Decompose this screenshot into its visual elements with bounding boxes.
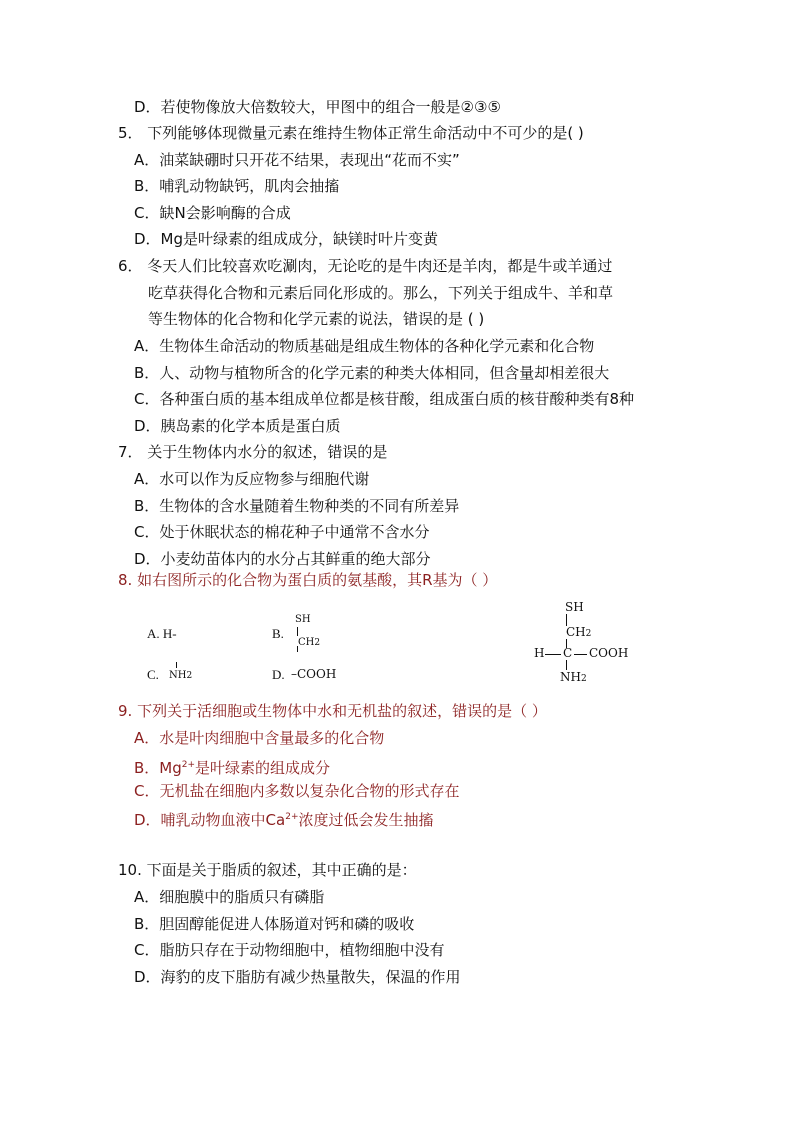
struct-bond-c-cooh xyxy=(574,654,587,655)
q10-stem: 10. 下面是关于脂质的叙述，其中正确的是： xyxy=(118,861,417,879)
struct-cooh: COOH xyxy=(589,646,629,660)
q7-option-d: D．小麦幼苗体内的水分占其鲜重的绝大部分 xyxy=(134,550,431,568)
q7-option-c: C．处于休眠状态的棉花种子中通常不含水分 xyxy=(134,523,430,541)
q6-option-c: C．各种蛋白质的基本组成单位都是核苷酸，组成蛋白质的核苷酸种类有8种 xyxy=(134,390,635,408)
struct-c: C xyxy=(563,646,573,660)
q7-option-a: A．水可以作为反应物参与细胞代谢 xyxy=(134,470,370,488)
q9-option-b: B．$Mg^{2+}$是叶绿素的组成成分 xyxy=(134,759,331,777)
q5-stem: 5． 下列能够体现微量元素在维持生物体正常生命活动中不可少的是( ) xyxy=(118,124,584,142)
q5-option-c: C．缺N会影响酶的合成 xyxy=(134,204,291,222)
q10-option-c: C．脂肪只存在于动物细胞中，植物细胞中没有 xyxy=(134,941,445,959)
q10-option-b: B．胆固醇能促进人体肠道对钙和磷的吸收 xyxy=(134,915,415,933)
struct-ch2: CH2 xyxy=(566,625,592,639)
q6-stem-line-1: 6． 冬天人们比较喜欢吃涮肉，无论吃的是牛肉还是羊肉，都是牛或羊通过 xyxy=(118,257,613,275)
q10-option-d: D．海豹的皮下脂肪有减少热量散失，保温的作用 xyxy=(134,968,461,986)
q8-option-b-bond xyxy=(297,627,298,636)
q6-option-d: D．胰岛素的化学本质是蛋白质 xyxy=(134,417,341,435)
q8-option-d-label: D. xyxy=(272,667,285,682)
q8-option-b-ch2: CH2 xyxy=(298,637,321,648)
struct-bond-h-c xyxy=(545,654,561,655)
q9-option-d: D．哺乳动物血液中$Ca^{2+}$浓度过低会发生抽搐 xyxy=(134,811,434,829)
q6-stem-line-2: 吃草获得化合物和元素后同化形成的。那么，下列关于组成牛、羊和草 xyxy=(148,284,614,302)
q9-stem: 9. 下列关于活细胞或生物体中水和无机盐的叙述，错误的是（ ） xyxy=(118,702,547,720)
q8-stem: 8. 如右图所示的化合物为蛋白质的氨基酸，其R基为（ ） xyxy=(118,571,498,589)
q8-option-b-label: B. xyxy=(272,626,284,641)
q8-option-c-label: C. xyxy=(147,667,159,682)
struct-h: H xyxy=(534,646,545,660)
q9-option-c: C．无机盐在细胞内多数以复杂化合物的形式存在 xyxy=(134,782,460,800)
q8-option-b-sh: SH xyxy=(295,614,311,625)
q5-option-a: A．油菜缺硼时只开花不结果，表现出“花而不实” xyxy=(134,151,460,169)
q7-option-b: B．生物体的含水量随着生物种类的不同有所差异 xyxy=(134,497,460,515)
q6-stem-line-3: 等生物体的化合物和化学元素的说法，错误的是 ( ) xyxy=(148,310,485,328)
q6-option-a: A．生物体生命活动的物质基础是组成生物体的各种化学元素和化合物 xyxy=(134,337,595,355)
q10-option-a: A．细胞膜中的脂质只有磷脂 xyxy=(134,888,325,906)
q4-option-d: D．若使物像放大倍数较大，甲图中的组合一般是②③⑤ xyxy=(134,98,501,116)
struct-sh: SH xyxy=(565,600,584,614)
q8-option-a: A. H- xyxy=(147,626,177,641)
q9-option-a: A．水是叶肉细胞中含量最多的化合物 xyxy=(134,729,385,747)
q5-option-b: B．哺乳动物缺钙，肌肉会抽搐 xyxy=(134,177,340,195)
q8-option-c-bond xyxy=(176,662,177,668)
q8-option-b-bond-lower xyxy=(297,646,298,652)
q5-option-d: D．Mg是叶绿素的组成成分，缺镁时叶片变黄 xyxy=(134,230,439,248)
q6-option-b: B．人、动物与植物所含的化学元素的种类大体相同，但含量却相差很大 xyxy=(134,364,610,382)
struct-bond-c-nh2 xyxy=(566,660,567,670)
q7-stem: 7． 关于生物体内水分的叙述，错误的是 xyxy=(118,443,388,461)
struct-nh2: NH2 xyxy=(560,670,587,684)
q8-option-d-cooh: –COOH xyxy=(291,667,337,681)
q8-option-c-nh2: NH2 xyxy=(169,670,193,681)
